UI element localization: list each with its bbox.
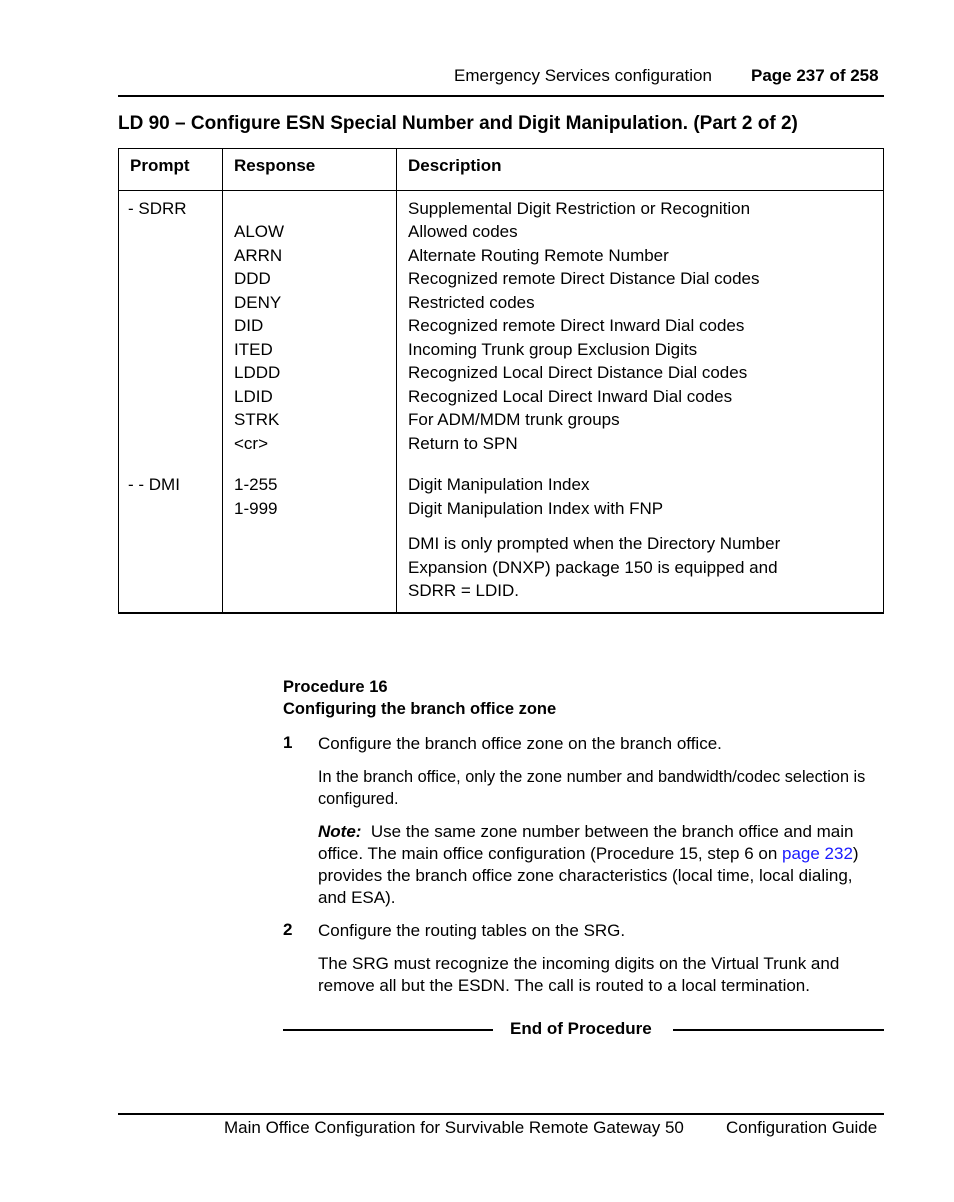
- response-description: Recognized Local Direct Distance Dial codes: [408, 363, 748, 382]
- note-text: Use the same zone number between the branch office and main office. The main office configuration (Procedure 15, step 6 on: [318, 822, 854, 863]
- response-description: Digit Manipulation Index with FNP: [408, 499, 664, 518]
- end-of-procedure: End of Procedure: [510, 1019, 652, 1038]
- step-detail: The SRG must recognize the incoming digits on the Virtual Trunk and remove all but the ESDN. The call is routed to a local termination.: [318, 954, 840, 995]
- prompt-dmi: - - DMI: [128, 475, 180, 494]
- response-value: LDID: [234, 387, 273, 406]
- end-procedure-rule: [283, 1029, 493, 1031]
- procedure-title: Configuring the branch office zone: [283, 700, 557, 718]
- response-value: 1-255: [234, 475, 278, 494]
- response-description: Return to SPN: [408, 434, 518, 453]
- response-description: Recognized remote Direct Distance Dial codes: [408, 269, 760, 288]
- step-number: 1: [283, 733, 293, 752]
- response-value: <cr>: [234, 434, 269, 453]
- response-value: 1-999: [234, 499, 278, 518]
- response-description: For ADM/MDM trunk groups: [408, 410, 620, 429]
- response-description: Restricted codes: [408, 293, 535, 312]
- step-text: Configure the branch office zone on the branch office.: [318, 734, 722, 753]
- dmi-note-line: Expansion (DNXP) package 150 is equipped and: [408, 558, 778, 577]
- response-description: Digit Manipulation Index: [408, 475, 590, 494]
- table-header-divider: [118, 190, 884, 191]
- response-description: Allowed codes: [408, 222, 518, 241]
- dmi-note-line: SDRR = LDID.: [408, 581, 519, 600]
- step-detail: In the branch office, only the zone number and bandwidth/codec selection is configured.: [318, 768, 866, 808]
- response-value: STRK: [234, 410, 280, 429]
- note-text-end: ) provides the branch office zone characteristics (local time, local dialing, and ESA).: [318, 844, 859, 907]
- table-title: LD 90 – Configure ESN Special Number and Digit Manipulation. (Part 2 of 2): [118, 113, 798, 134]
- response-value: DDD: [234, 269, 271, 288]
- page-link[interactable]: page 232: [782, 844, 853, 863]
- response-value: LDDD: [234, 363, 281, 382]
- step-note: [318, 821, 884, 909]
- table-column-divider: [396, 148, 397, 614]
- response-value: ITED: [234, 340, 273, 359]
- response-value: ARRN: [234, 246, 283, 265]
- step-number: 2: [283, 920, 293, 939]
- response-value: DID: [234, 316, 264, 335]
- column-header-description: Description: [408, 156, 502, 175]
- response-description: Alternate Routing Remote Number: [408, 246, 669, 265]
- procedure-number: Procedure 16: [283, 678, 388, 696]
- page-number: Page 237 of 258: [751, 66, 879, 85]
- response-value: ALOW: [234, 222, 285, 241]
- response-description: Incoming Trunk group Exclusion Digits: [408, 340, 698, 359]
- column-header-response: Response: [234, 156, 316, 175]
- footer-title: Main Office Configuration for Survivable Remote Gateway 50: [224, 1118, 684, 1137]
- running-header-section: Emergency Services configuration: [454, 66, 712, 85]
- response-description: Recognized Local Direct Inward Dial codes: [408, 387, 733, 406]
- dmi-note-line: DMI is only prompted when the Directory Number: [408, 534, 781, 553]
- footer-guide: Configuration Guide: [726, 1118, 878, 1137]
- response-value: DENY: [234, 293, 282, 312]
- response-description: Recognized remote Direct Inward Dial codes: [408, 316, 745, 335]
- end-procedure-rule: [673, 1029, 884, 1031]
- step-text: Configure the routing tables on the SRG.: [318, 921, 626, 940]
- table-column-divider: [222, 148, 223, 614]
- note-label: Note:: [318, 822, 362, 841]
- footer-rule: [118, 1113, 884, 1115]
- prompt-sdrr: - SDRR: [128, 199, 187, 218]
- column-header-prompt: Prompt: [130, 156, 190, 175]
- header-rule: [118, 95, 884, 97]
- sdrr-heading: Supplemental Digit Restriction or Recognition: [408, 199, 751, 218]
